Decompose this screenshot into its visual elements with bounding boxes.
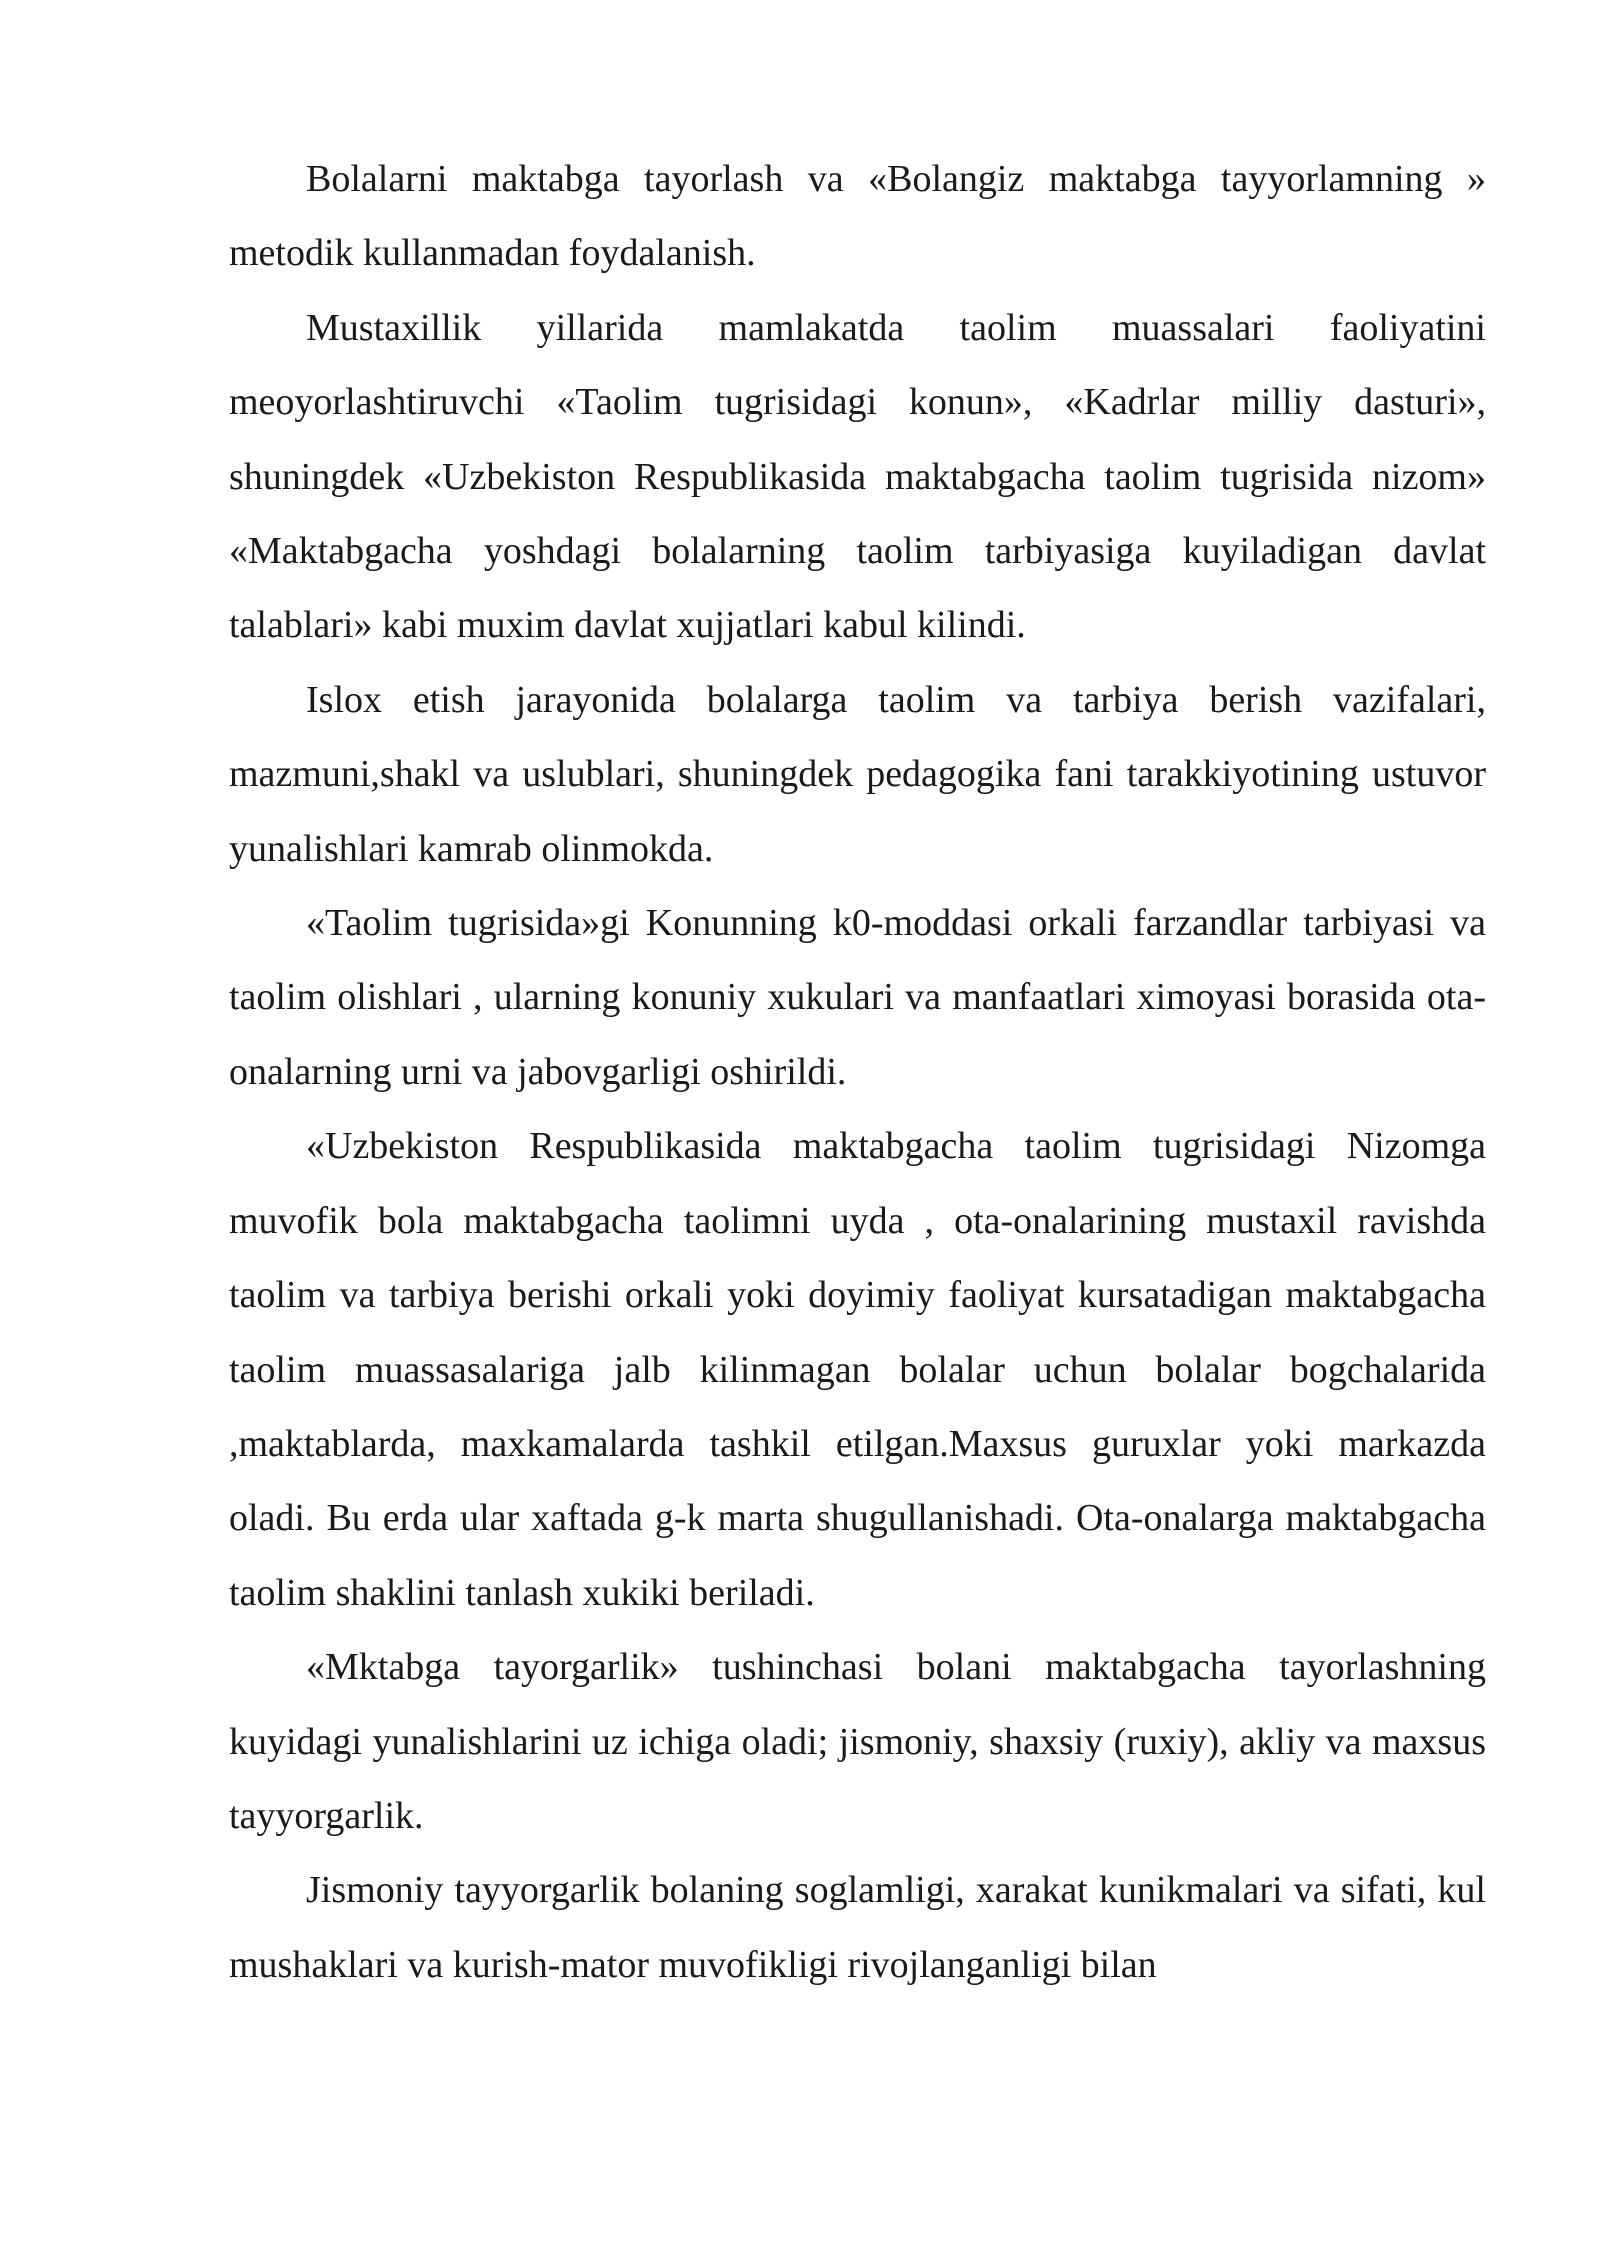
paragraph-6: «Mktabga tayorgarlik» tushinchasi bolani maktabgacha tayorlashning kuyidagi yunalishlarini uz ichiga oladi; jismoniy, shaxsiy (ruxiy), akliy va maxsus tayyorgarlik. [229, 1646, 1486, 1837]
paragraph-2: Mustaxillik yillarida mamlakatda taolim muassalari faoliyatini meoyorlashtiruvchi «Taolim tugrisidagi konun», «Kadrlar milliy dasturi», shuningdek «Uzbekiston Respublikasida maktabgacha taolim tugrisida nizom» «Maktabgacha yoshdagi bolalarning taolim tarbiyasiga kuyiladigan davlat talablari» kabi muxim davlat xujjatlari kabul kilindi. [229, 306, 1486, 647]
paragraph-5: «Uzbekiston Respublikasida maktabgacha taolim tugrisidagi Nizomga muvofik bola maktabgacha taolimni uyda , ota-onalarining mustaxil ravishda taolim va tarbiya berishi orkali yoki doyimiy faoliyat kursatadigan maktabgacha taolim muassasalariga jalb kilinmagan bolalar uchun bolalar bogchalarida ,maktablarda, maxkamalarda tashkil etilgan.Maxsus guruxlar yoki markazda oladi. Bu erda ular xaftada g-k marta shugullanishadi. Ota-onalarga maktabgacha taolim shaklini tanlash xukiki beriladi. [229, 1125, 1486, 1614]
document-body [229, 142, 1486, 2002]
paragraph-7: Jismoniy tayyorgarlik bolaning soglamligi, xarakat kunikmalari va sifati, kul mushaklari va kurish-mator muvofikligi rivojlanganligi bilan [229, 1869, 1486, 1986]
paragraph-1: Bolalarni maktabga tayorlash va «Bolangiz maktabga tayyorlamning » metodik kullanmadan foydalanish. [229, 158, 1486, 275]
paragraph-3: Islox etish jarayonida bolalarga taolim va tarbiya berish vazifalari, mazmuni,shakl va uslublari, shuningdek pedagogika fani tarakkiyotining ustuvor yunalishlari kamrab olinmokda. [229, 678, 1486, 870]
paragraph-4: «Taolim tugrisida»gi Konunning k0-moddasi orkali farzandlar tarbiyasi va taolim olishlari , ularning konuniy xukulari va manfaatlari ximoyasi borasida ota-onalarning urni va jabovgarligi oshirildi. [229, 902, 1486, 1093]
